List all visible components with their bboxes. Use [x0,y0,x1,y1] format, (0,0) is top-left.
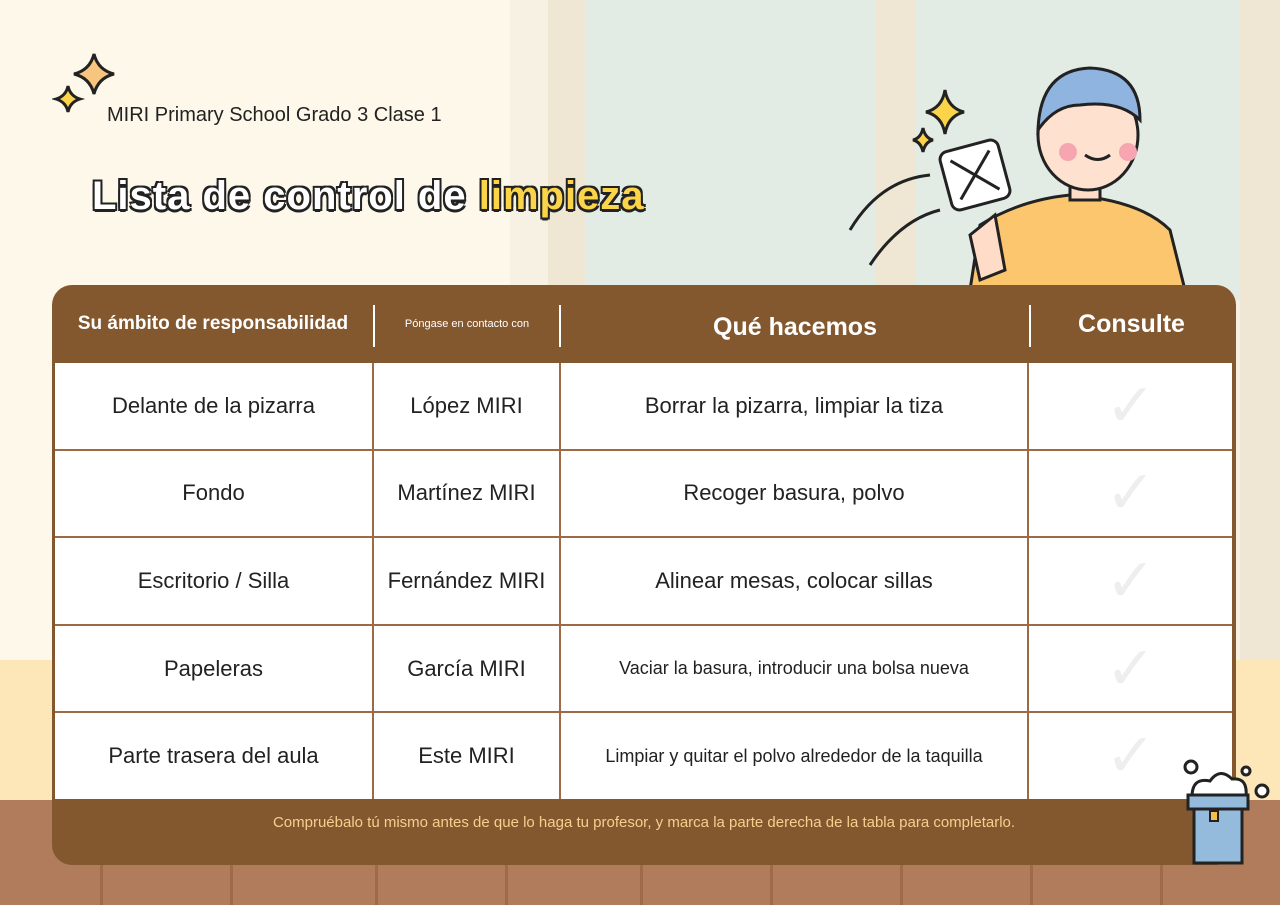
check-icon: ✓ [1105,546,1156,614]
area-cell: Escritorio / Silla [55,538,372,624]
boy-cleaning-illustration [840,60,1210,290]
check-cell[interactable] [1029,451,1232,537]
column-header-check: Consulte [1078,309,1185,338]
contact-cell: Martínez MIRI [374,451,559,537]
check-cell[interactable] [1029,626,1232,712]
page-title: Lista de control de limpieza [92,174,645,218]
school-name: MIRI Primary School Grado 3 Clase 1 [107,104,442,126]
contact-cell: Fernández MIRI [374,538,559,624]
check-icon: ✓ [1105,722,1156,790]
column-header-task: Qué hacemos [713,312,877,341]
column-header-area: Su ámbito de responsabilidad [77,313,349,334]
check-cell[interactable] [1029,363,1232,449]
task-cell: Recoger basura, polvo [561,451,1027,537]
contact-cell: López MIRI [374,363,559,449]
window-pane [585,0,875,300]
check-icon: ✓ [1105,459,1156,527]
bucket-icon [1180,755,1275,867]
check-icon: ✓ [1105,371,1156,439]
area-cell: Papeleras [55,626,372,712]
task-cell: Vaciar la basura, introducir una bolsa nueva [561,626,1027,712]
contact-cell: Este MIRI [374,713,559,799]
task-cell: Borrar la pizarra, limpiar la tiza [561,363,1027,449]
area-cell: Fondo [55,451,372,537]
task-cell: Alinear mesas, colocar sillas [561,538,1027,624]
window-frame [1240,0,1280,660]
contact-cell: García MIRI [374,626,559,712]
task-cell: Limpiar y quitar el polvo alrededor de la taquilla [561,713,1027,799]
footer-note: Compruébalo tú mismo antes de que lo haga tu profesor, y marca la parte derecha de la tabla para completarlo. [272,814,1016,831]
area-cell: Delante de la pizarra [55,363,372,449]
column-header-contact: Póngase en contacto con [404,318,530,330]
check-cell[interactable] [1029,538,1232,624]
checklist-table [55,363,1232,799]
check-icon: ✓ [1105,634,1156,702]
area-cell: Parte trasera del aula [55,713,372,799]
